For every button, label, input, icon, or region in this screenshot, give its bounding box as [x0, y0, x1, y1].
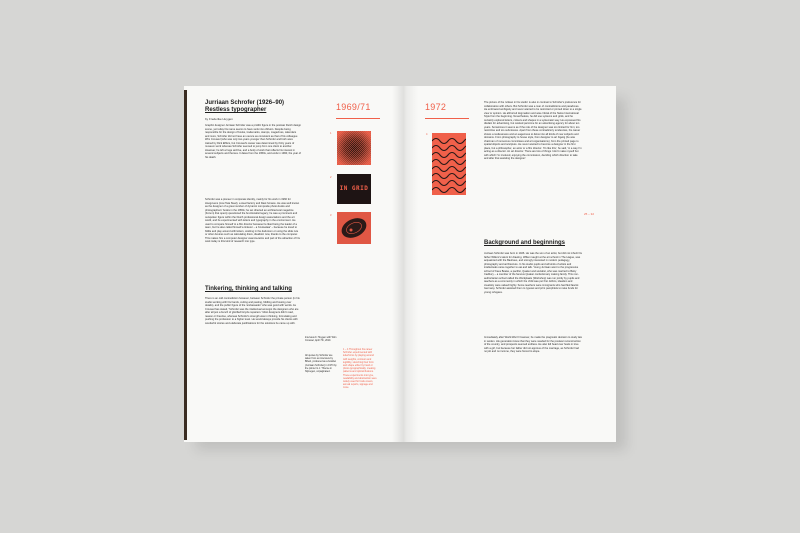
background-paragraph-1: Jurriaan Schrofer was born in 1926. He was the son of an artist, but did not inherit his father Willem's talent for drawing. Willem taught at the art school in The Hague, was acquainted with the Bauhaus, and strongly interested in modern pedagogy, photography and architecture. In his studio pupils and all kinds of artists and intellectuals came together to eat and talk. Young Jurriaan went to the progressive school of Kees Boeke, a pacifist, Quaker and socialist, who was married to Betty Cadbury – a member of the famous Quaker confectionary making family. This non-authoritarian school called the Werkplaats (Workshop) was run jointly by pupils and teachers as a community in which the child was put first. Ethics, idealism and creativity were valued highly. Some teachers were immigrants who had fled fascist Germany. Schrofer assisted them to typeset and print pamphlets to raise funds for young refugees. [484, 252, 582, 294]
article-paragraph-2: Schrofer was a pioneer in corporate identity, mainly for his work in 1960 for Hoogovens (now Tata Steel), a steel factory and blast furnace. He was well known as the designer of a great number of dynamic composite photo-books and photographers' books in the 1950s; he set directed an architectural magazine (Forum) that openly questioned the functionalist legacy; he was a prominent and outspoken figure within the Dutch professional design associations and the art world, and he experimented with letters and typography in the environment. He used to compare himself to a film director because he liked being the leader of a team, but he also called himself a tinkerer – a 'knutselaar' – because he loved to fiddle and play around with letters, working in the darkroom or using the slide rule or other devices such as calculating discs, idealistic now, thanks to the computer. This makes him a computer designer avant-la-lettre and part of the attraction of his work today is this kind of research into type. [205, 198, 300, 243]
year-label-1969-71: 1969/71 [336, 102, 371, 112]
background-paragraph-2: Immediately after World War II however, he made the pragmatic decision to study law in Leiden. His generation knew that they were needed for the postwar reconstruction of the country, and prospects seemed endless. He also fell head over heels in love with a girl, but because her father did not approve of the marriage, as Schrofer had no job and no income, they were forced to elope. [484, 336, 582, 353]
artwork-grid-pattern [337, 131, 371, 165]
figure-number-1: 1 [330, 132, 332, 135]
figure-number-2: 2 [330, 176, 332, 179]
artwork-wave-pattern [432, 133, 466, 195]
right-intro-paragraph: The picture of the 'artisan in his studio' is also in contrast to Schrofer's preference for collaboration with others. But Schrofer was a man of contradictions and paradoxes. He embraced ambiguity and never wanted to be restricted or pinned down to a single view or opinion. He abhorred dogmatism and was critical of the Swiss International Style from the beginning. Nevertheless, he did use systems and grids, and he certainly explored letters, colours and shapes in a systematic way. He expressed his disdain for advertising, but worked part-time for an advertising agency for about ten years. Sometimes it seems as if the role of the designer was too limited for him; too restrictive and too submissive. Apart from these contradictory tendencies, his career shows a restlessness and an eagerness to delve into all kinds of new subjects and domains. From photography to house style, from designer to art bigwig (he was chairman of numerous committees and art organisations), from the printed page to spatial objects and sculpture. He never wanted to become a designer in the first place, but a philosopher, an actor or a film director. 'It's like this,' he said, 'in a way I'm acting as a director. An art director. There are lots of things I don't make myself but with which I'm involved, enjoying the commission, deciding which direction to take and after that assisting the designer.' [484, 101, 582, 160]
artwork-ellipse [337, 212, 371, 244]
article-paragraph-3: There is an odd contradiction however, between Schrofer the private person (in his studio working with his hands, cutting and pasting, fiddling and fussing over details), and the public figure of the 'ambassador' who was good with words. As Crouwel has stated, 'Schrofer was the intellectual amongst the designers who are after all just a bunch of glorified bicycle repairers.' Most designers didn't read, reason or theorise, whereas Schrofer's strength was in thinking, formulating and pushing the profession to a higher level. He would always provide his clients with wonderful stories and elaborate justifications for the solutions he came up with. [205, 297, 300, 325]
section-heading-tinkering: Tinkering, thinking and talking [205, 286, 292, 292]
article-title-line2: Restless typographer [205, 107, 267, 113]
figure-caption: 1 – 4 Throughout his career Schrofer experimented with letterforms by playing around with weights, contours and legibility, stretching their form and shape either by hand or photo-typographically, creating patterns and optical illusions. These experiments into type, readability and abstraction were widely used for book covers, annual reports, signage and more. [343, 348, 377, 390]
spine-edge [184, 90, 187, 440]
footnote-2: All quotes by Schrofer are taken from an interview by Bibeb, produced as a booklet (Jurriaan Schrofer) in 1973 by the printer G.J. Thieme in Nijmegen, unpaginated. [305, 354, 337, 374]
year-rule-left [336, 118, 380, 119]
year-rule-right [425, 118, 469, 119]
artwork-lettering-text: IN GRID [339, 185, 369, 192]
year-label-1972: 1972 [425, 102, 447, 112]
article-title [205, 100, 315, 114]
page-gutter [392, 86, 418, 442]
figure-number-4: 4 [426, 133, 428, 136]
byline: by Frederike Huygen [205, 117, 233, 121]
artwork-lettering [337, 174, 371, 204]
footnote-1: Interview F. Huygen with Wim Crouwel, April 7th, 2010. [305, 336, 337, 343]
page-range-label: 25 – 32 [584, 212, 595, 216]
article-paragraph-1: Graphic designer Jurriaan Schrofer was a prolific figure in the postwar Dutch design scene, yet today his name seems to have sunk into oblivion. Despite being responsible for the design of books, trademarks, stamps, magazines, calendars and more, Schrofer did not have an oeuvre as consistent as that of his colleague Wim Crouwel (who was only two years younger than Schrofer and both were trained by Dick Elffers, but Crouwel's career was determined by thirty years of museum work whereas Schrofer seemed to jump from one client to another. However, he left a huge archive, and a body of work that reflects his interest in several subjects and themes. It dates from the 1950s, and ends in 1990, the year of his death. [205, 124, 301, 159]
section-heading-background: Background and beginnings [484, 240, 566, 246]
figure-number-3: 3 [330, 214, 332, 217]
article-title-line1: Jurriaan Schrofer (1926–90) [205, 100, 285, 106]
